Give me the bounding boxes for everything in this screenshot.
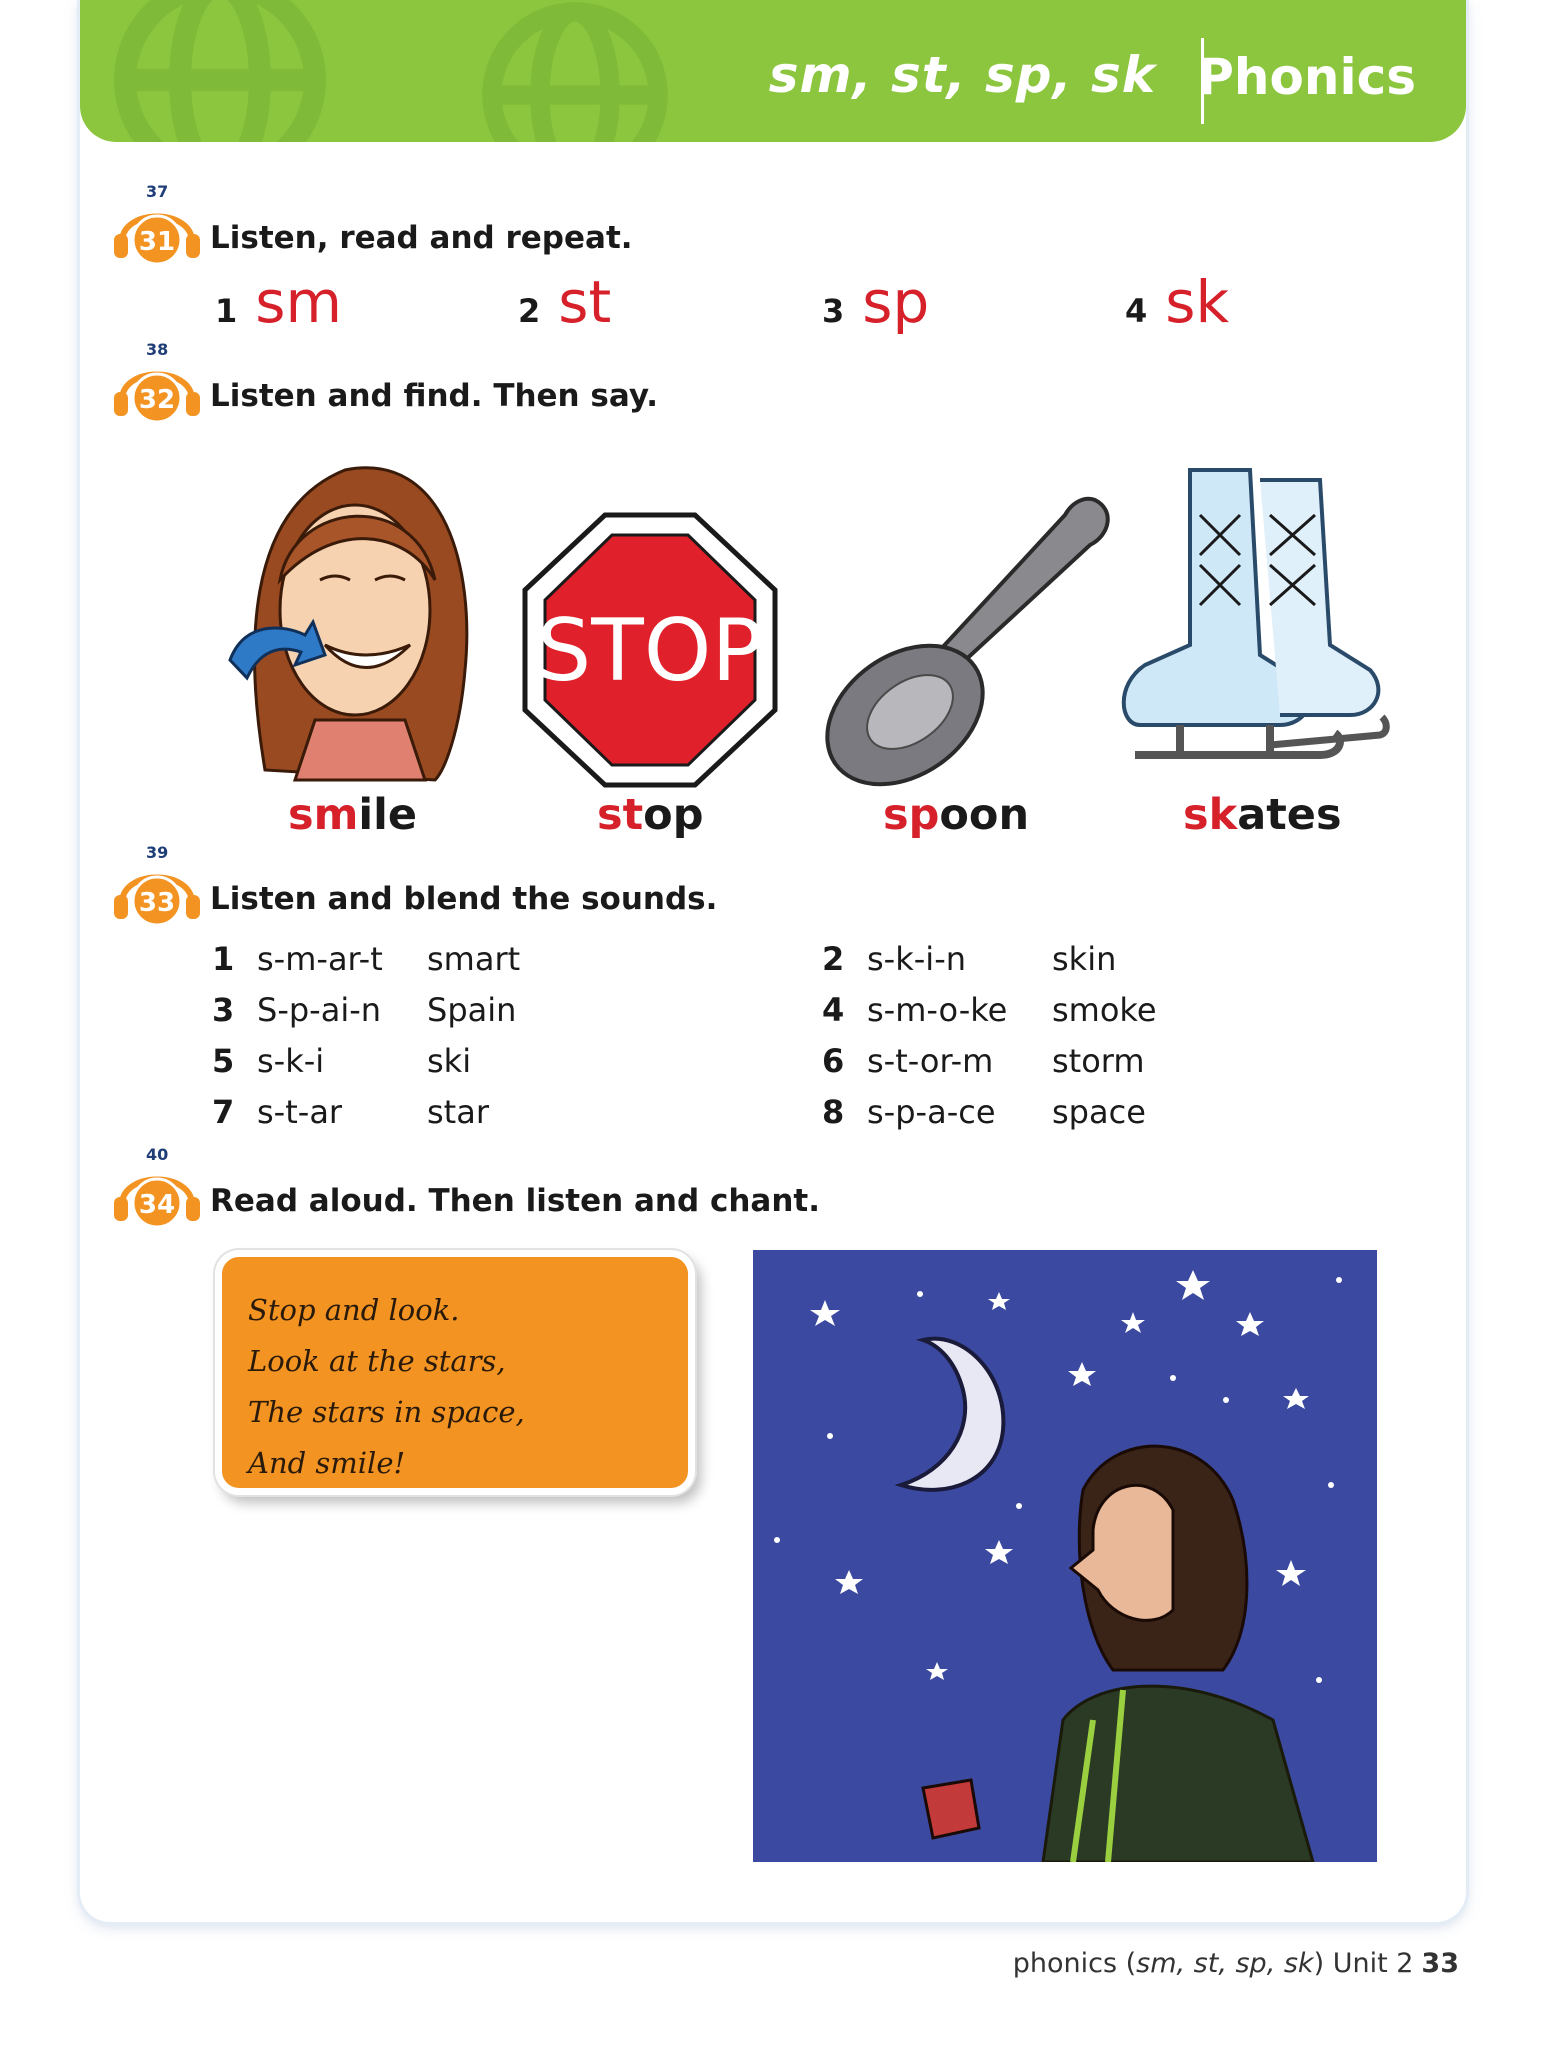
- night-sky-girl-illustration: [753, 1250, 1377, 1862]
- stop-sign-text: STOP: [536, 601, 764, 701]
- chant-box: [215, 1250, 695, 1495]
- header-banner: [80, 0, 1466, 142]
- headphones-audio-icon[interactable]: [112, 358, 202, 428]
- globe-watermark-icon: [470, 0, 680, 142]
- picture-word-skates: skates: [1183, 790, 1342, 840]
- sound-item: 3 sp: [822, 268, 930, 336]
- audio-track-number: 40: [146, 1145, 169, 1164]
- picture-word-smile: smile: [288, 790, 418, 840]
- sound-item: 4 sk: [1125, 268, 1230, 336]
- svg-text:33: 33: [138, 888, 176, 918]
- exercise-number: 31: [138, 227, 176, 257]
- smiling-girl-illustration: [225, 450, 480, 790]
- audio-track-number: 38: [146, 340, 169, 359]
- exercise-instruction: Listen and blend the sounds.: [210, 881, 718, 917]
- picture-word-spoon: spoon: [883, 790, 1030, 840]
- chant-line: And smile!: [248, 1446, 406, 1480]
- ice-skates-illustration: [1120, 455, 1390, 790]
- chant-line: Stop and look.: [248, 1293, 460, 1327]
- audio-track-number: 39: [146, 843, 169, 862]
- exercise-instruction: Listen and find. Then say.: [210, 378, 658, 414]
- exercise-instruction: Read aloud. Then listen and chant.: [210, 1183, 820, 1219]
- page-number: 33: [1421, 1948, 1459, 1979]
- exercise-instruction: Listen, read and repeat.: [210, 220, 633, 256]
- headphones-audio-icon[interactable]: [112, 200, 202, 270]
- globe-watermark-icon: [100, 0, 340, 142]
- svg-text:34: 34: [138, 1190, 176, 1220]
- section-label: Phonics: [1197, 48, 1416, 106]
- picture-word-stop: stop: [597, 790, 704, 840]
- chant-line: The stars in space,: [248, 1395, 525, 1429]
- sound-item: 1 sm: [215, 268, 342, 336]
- page-footer: phonics (sm, st, sp, sk) Unit 2 33: [1012, 1948, 1459, 1979]
- svg-text:32: 32: [138, 385, 176, 415]
- stop-sign-illustration: [520, 510, 780, 790]
- audio-track-number: 37: [146, 182, 169, 201]
- spoon-illustration: [810, 490, 1120, 790]
- headphones-audio-icon[interactable]: [112, 861, 202, 931]
- headphones-audio-icon[interactable]: [112, 1163, 202, 1233]
- sound-item: 2 st: [518, 268, 612, 336]
- chant-line: Look at the stars,: [248, 1344, 506, 1378]
- page-title: sm, st, sp, sk: [768, 46, 1156, 104]
